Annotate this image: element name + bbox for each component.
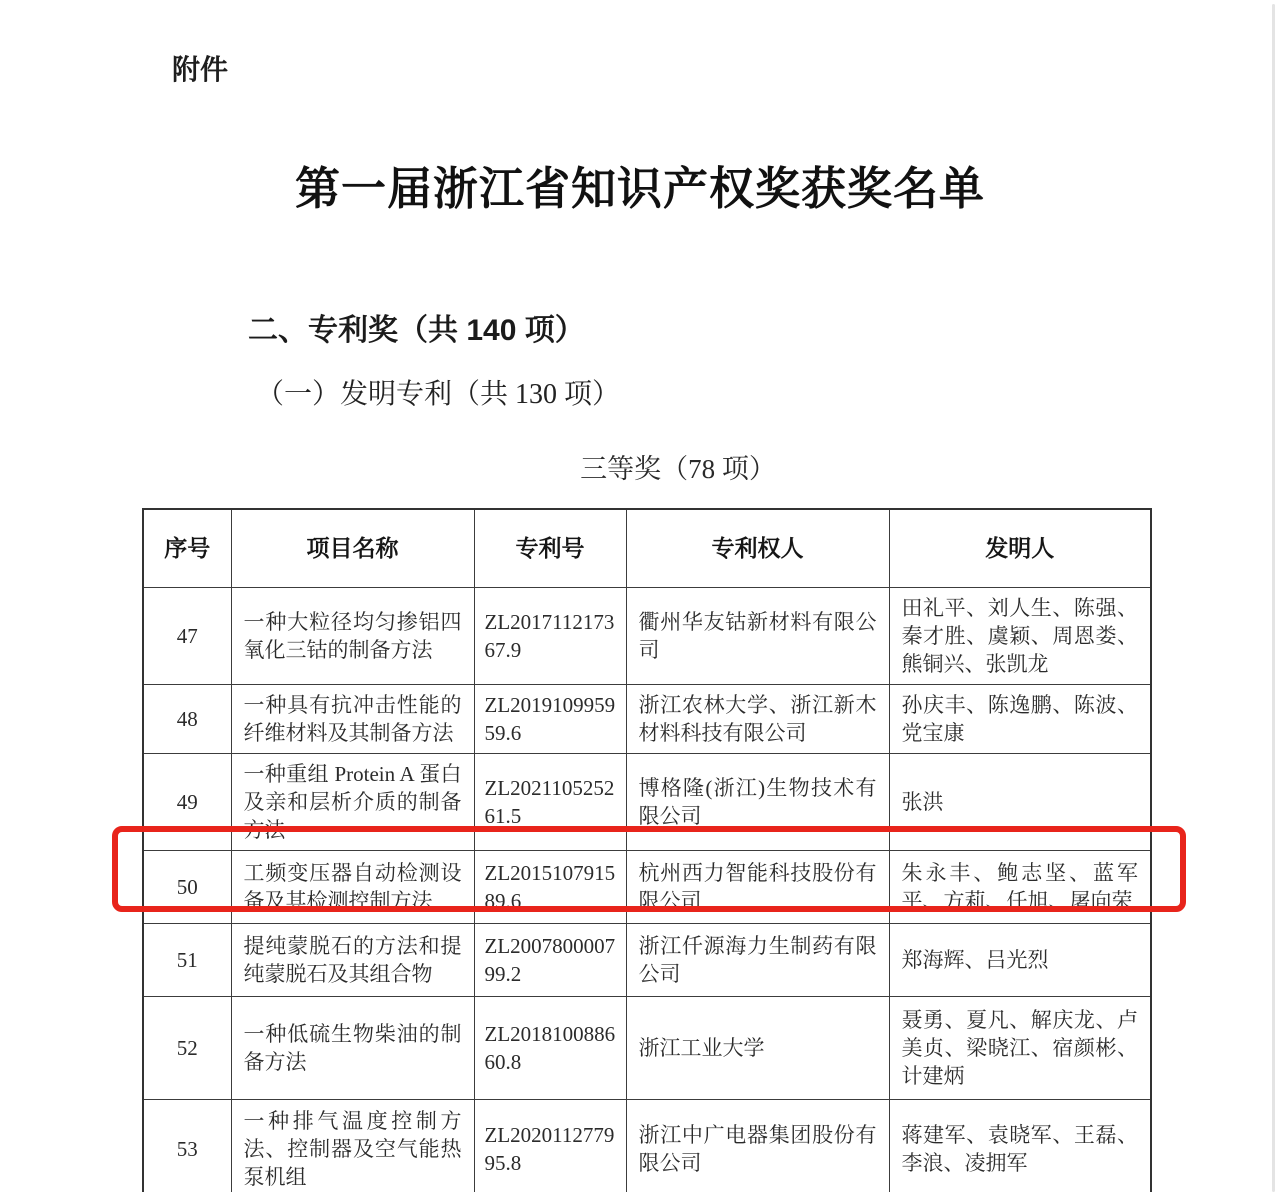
- table-row: [143, 587, 1151, 684]
- cell-inventors: 朱永丰、鲍志坚、蓝军平、方莉、任旭、屠向荣: [889, 850, 1151, 923]
- cell-inventors: 孙庆丰、陈逸鹏、陈波、党宝康: [889, 684, 1151, 753]
- cell-patent-no: ZL201510791589.6: [474, 850, 626, 923]
- cell-patentee: 杭州西力智能科技股份有限公司: [626, 850, 889, 923]
- page-title: 第一届浙江省知识产权奖获奖名单: [294, 164, 985, 214]
- table-row: [143, 753, 1151, 850]
- cell-no: 52: [143, 996, 231, 1099]
- table-row: [143, 684, 1151, 753]
- cell-no: 50: [143, 850, 231, 923]
- col-header-patentee: 专利权人: [626, 509, 889, 587]
- cell-patent-no: ZL202110525261.5: [474, 753, 626, 850]
- cell-no: 53: [143, 1099, 231, 1192]
- col-header-inventors: 发明人: [889, 509, 1151, 587]
- cell-inventors: 张洪: [889, 753, 1151, 850]
- cell-patentee: 浙江农林大学、浙江新木材料科技有限公司: [626, 684, 889, 753]
- table-row-highlighted: [143, 850, 1151, 923]
- cell-project: 提纯蒙脱石的方法和提纯蒙脱石及其组合物: [231, 923, 474, 996]
- cell-patentee: 博格隆(浙江)生物技术有限公司: [626, 753, 889, 850]
- table-header-row: [143, 509, 1151, 587]
- cell-patent-no: ZL201910995959.6: [474, 684, 626, 753]
- col-header-no: 序号: [143, 509, 231, 587]
- award-table: [142, 508, 1152, 1192]
- cell-inventors: 聂勇、夏凡、解庆龙、卢美贞、梁晓江、宿颜彬、计建炳: [889, 996, 1151, 1099]
- subsection-heading: （一）发明专利（共 130 项）: [256, 379, 621, 410]
- cell-patentee: 浙江中广电器集团股份有限公司: [626, 1099, 889, 1192]
- cell-patent-no: ZL200780000799.2: [474, 923, 626, 996]
- cell-project: 一种具有抗冲击性能的纤维材料及其制备方法: [231, 684, 474, 753]
- cell-patentee: 衢州华友钴新材料有限公司: [626, 587, 889, 684]
- cell-patentee: 浙江工业大学: [626, 996, 889, 1099]
- col-header-patent-no: 专利号: [474, 509, 626, 587]
- cell-project: 一种排气温度控制方法、控制器及空气能热泵机组: [231, 1099, 474, 1192]
- cell-no: 49: [143, 753, 231, 850]
- cell-no: 47: [143, 587, 231, 684]
- cell-inventors: 郑海辉、吕光烈: [889, 923, 1151, 996]
- cell-patent-no: ZL201711217367.9: [474, 587, 626, 684]
- cell-patent-no: ZL202011277995.8: [474, 1099, 626, 1192]
- prize-level-heading: 三等奖（78 项）: [580, 454, 776, 484]
- table-row: [143, 923, 1151, 996]
- cell-inventors: 蒋建军、袁晓军、王磊、李浪、凌拥军: [889, 1099, 1151, 1192]
- cell-no: 48: [143, 684, 231, 753]
- cell-project: 一种重组 Protein A 蛋白及亲和层析介质的制备方法: [231, 753, 474, 850]
- cell-patent-no: ZL201810088660.8: [474, 996, 626, 1099]
- table-row: [143, 996, 1151, 1099]
- cell-project: 一种大粒径均匀掺铝四氧化三钴的制备方法: [231, 587, 474, 684]
- section-heading: 二、专利奖（共 140 项）: [248, 314, 585, 347]
- attachment-label: 附件: [172, 54, 229, 85]
- cell-project: 一种低硫生物柴油的制备方法: [231, 996, 474, 1099]
- cell-inventors: 田礼平、刘人生、陈强、秦才胜、虞颖、周恩娄、熊铜兴、张凯龙: [889, 587, 1151, 684]
- table-row: [143, 1099, 1151, 1192]
- scrollbar[interactable]: [1272, 4, 1275, 1192]
- cell-no: 51: [143, 923, 231, 996]
- cell-patentee: 浙江仟源海力生制药有限公司: [626, 923, 889, 996]
- cell-project: 工频变压器自动检测设备及其检测控制方法: [231, 850, 474, 923]
- col-header-project: 项目名称: [231, 509, 474, 587]
